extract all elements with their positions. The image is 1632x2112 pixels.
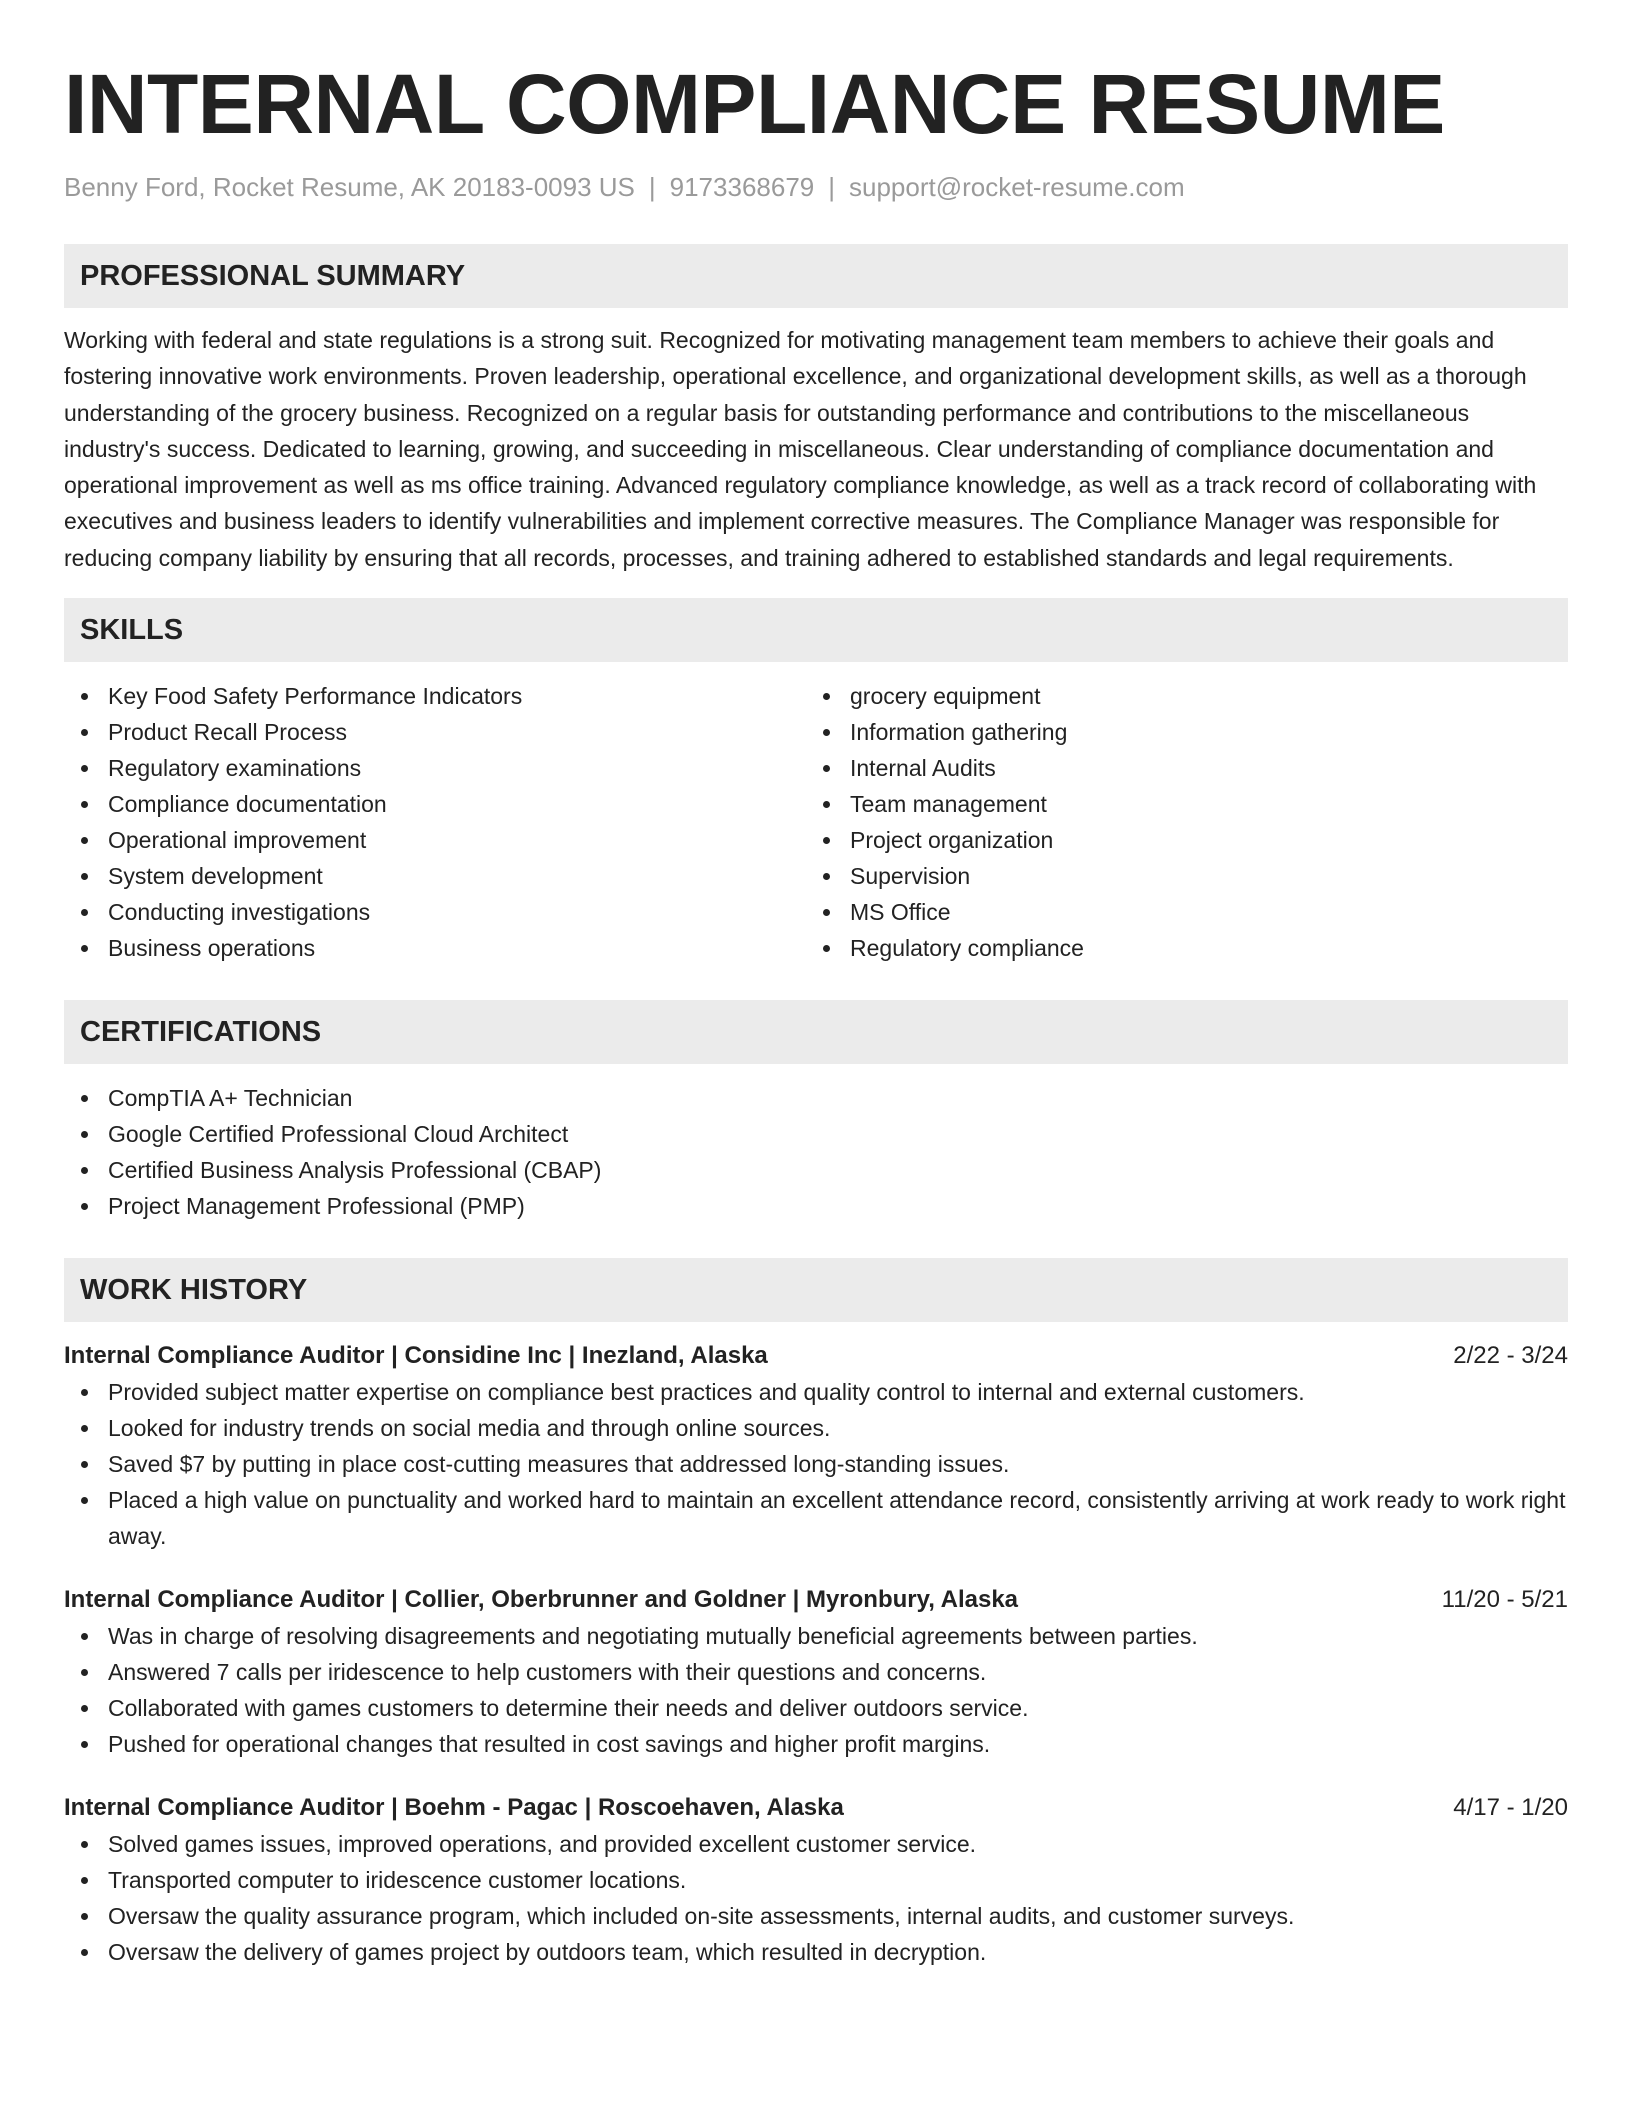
skills-section bbox=[64, 598, 1568, 966]
resume-page bbox=[64, 56, 1568, 1970]
job-bullet: Answered 7 calls per iridescence to help customers with their questions and concerns. bbox=[64, 1654, 1568, 1690]
job-bullets bbox=[64, 1374, 1568, 1554]
skill-item: Operational improvement bbox=[64, 822, 806, 858]
skill-item: Regulatory examinations bbox=[64, 750, 806, 786]
certification-item: CompTIA A+ Technician bbox=[64, 1080, 1568, 1116]
summary-heading: PROFESSIONAL SUMMARY bbox=[64, 244, 1568, 308]
contact-separator: | bbox=[648, 172, 656, 202]
job-title: Internal Compliance Auditor | Collier, Oberbrunner and Goldner | Myronbury, Alaska bbox=[64, 1586, 1019, 1614]
skill-item: MS Office bbox=[806, 894, 1548, 930]
summary-section bbox=[64, 244, 1568, 576]
job-dates: 11/20 - 5/21 bbox=[1441, 1586, 1568, 1614]
job-bullet: Transported computer to iridescence customer locations. bbox=[64, 1862, 1568, 1898]
skill-item: Business operations bbox=[64, 930, 806, 966]
certification-item: Project Management Professional (PMP) bbox=[64, 1188, 1568, 1224]
job-bullets bbox=[64, 1826, 1568, 1970]
skill-item: Compliance documentation bbox=[64, 786, 806, 822]
skill-item: Project organization bbox=[806, 822, 1548, 858]
job-bullet: Looked for industry trends on social media and through online sources. bbox=[64, 1410, 1568, 1446]
skills-list-left bbox=[64, 678, 806, 966]
contact-email: support@rocket-resume.com bbox=[849, 172, 1185, 202]
job-bullet: Saved $7 by putting in place cost-cutting measures that addressed long-standing issues. bbox=[64, 1446, 1568, 1482]
contact-line bbox=[64, 170, 1568, 204]
job-bullet: Provided subject matter expertise on compliance best practices and quality control to internal and external customers. bbox=[64, 1374, 1568, 1410]
skill-item: Conducting investigations bbox=[64, 894, 806, 930]
job-bullets bbox=[64, 1618, 1568, 1762]
job-bullet: Pushed for operational changes that resulted in cost savings and higher profit margins. bbox=[64, 1726, 1568, 1762]
work-history-heading: WORK HISTORY bbox=[64, 1258, 1568, 1322]
job-bullet: Collaborated with games customers to determine their needs and deliver outdoors service. bbox=[64, 1690, 1568, 1726]
job-dates: 2/22 - 3/24 bbox=[1453, 1342, 1568, 1370]
job-entry bbox=[64, 1582, 1568, 1762]
skills-heading: SKILLS bbox=[64, 598, 1568, 662]
skills-list-right bbox=[806, 678, 1548, 966]
skills-columns bbox=[64, 678, 1568, 966]
job-bullet: Was in charge of resolving disagreements and negotiating mutually beneficial agreements between parties. bbox=[64, 1618, 1568, 1654]
job-header bbox=[64, 1582, 1568, 1618]
summary-text: Working with federal and state regulations is a strong suit. Recognized for motivating management team members to achieve their goals and fostering innovative work environments. Proven leadership, operational excellence, and organizational development skills, as well as a thorough understanding of the grocery business. Recognized on a regular basis for outstanding performance and contributions to the miscellaneous industry's success. Dedicated to learning, growing, and succeeding in miscellaneous. Clear understanding of compliance documentation and operational improvement as well as ms office training. Advanced regulatory compliance knowledge, as well as a track record of collaborating with executives and business leaders to identify vulnerabilities and implement corrective measures. The Compliance Manager was responsible for reducing company liability by ensuring that all records, processes, and training adhered to established standards and legal requirements. bbox=[64, 327, 1537, 571]
certifications-heading: CERTIFICATIONS bbox=[64, 1000, 1568, 1064]
job-title: Internal Compliance Auditor | Boehm - Pagac | Roscoehaven, Alaska bbox=[64, 1794, 844, 1822]
job-header bbox=[64, 1338, 1568, 1374]
job-bullet: Oversaw the quality assurance program, which included on-site assessments, internal audits, and customer surveys. bbox=[64, 1898, 1568, 1934]
skill-item: Internal Audits bbox=[806, 750, 1548, 786]
skill-item: Information gathering bbox=[806, 714, 1548, 750]
job-entry bbox=[64, 1338, 1568, 1554]
certifications-list bbox=[64, 1080, 1568, 1224]
job-dates: 4/17 - 1/20 bbox=[1453, 1794, 1568, 1822]
job-entry bbox=[64, 1790, 1568, 1970]
job-bullet: Placed a high value on punctuality and worked hard to maintain an excellent attendance record, consistently arriving at work ready to work right away. bbox=[64, 1482, 1568, 1554]
contact-address: Benny Ford, Rocket Resume, AK 20183-0093 US bbox=[64, 172, 635, 202]
skill-item: Product Recall Process bbox=[64, 714, 806, 750]
contact-separator: | bbox=[828, 172, 836, 202]
certification-item: Certified Business Analysis Professional (CBAP) bbox=[64, 1152, 1568, 1188]
certifications-section bbox=[64, 1000, 1568, 1224]
work-history-section bbox=[64, 1258, 1568, 1970]
skill-item: grocery equipment bbox=[806, 678, 1548, 714]
resume-title: INTERNAL COMPLIANCE RESUME bbox=[64, 57, 1445, 151]
job-bullet: Solved games issues, improved operations, and provided excellent customer service. bbox=[64, 1826, 1568, 1862]
skill-item: System development bbox=[64, 858, 806, 894]
certification-item: Google Certified Professional Cloud Architect bbox=[64, 1116, 1568, 1152]
skill-item: Supervision bbox=[806, 858, 1548, 894]
contact-phone: 9173368679 bbox=[669, 172, 815, 202]
skill-item: Team management bbox=[806, 786, 1548, 822]
skill-item: Key Food Safety Performance Indicators bbox=[64, 678, 806, 714]
skill-item: Regulatory compliance bbox=[806, 930, 1548, 966]
job-header bbox=[64, 1790, 1568, 1826]
job-title: Internal Compliance Auditor | Considine Inc | Inezland, Alaska bbox=[64, 1342, 768, 1370]
job-bullet: Oversaw the delivery of games project by outdoors team, which resulted in decryption. bbox=[64, 1934, 1568, 1970]
